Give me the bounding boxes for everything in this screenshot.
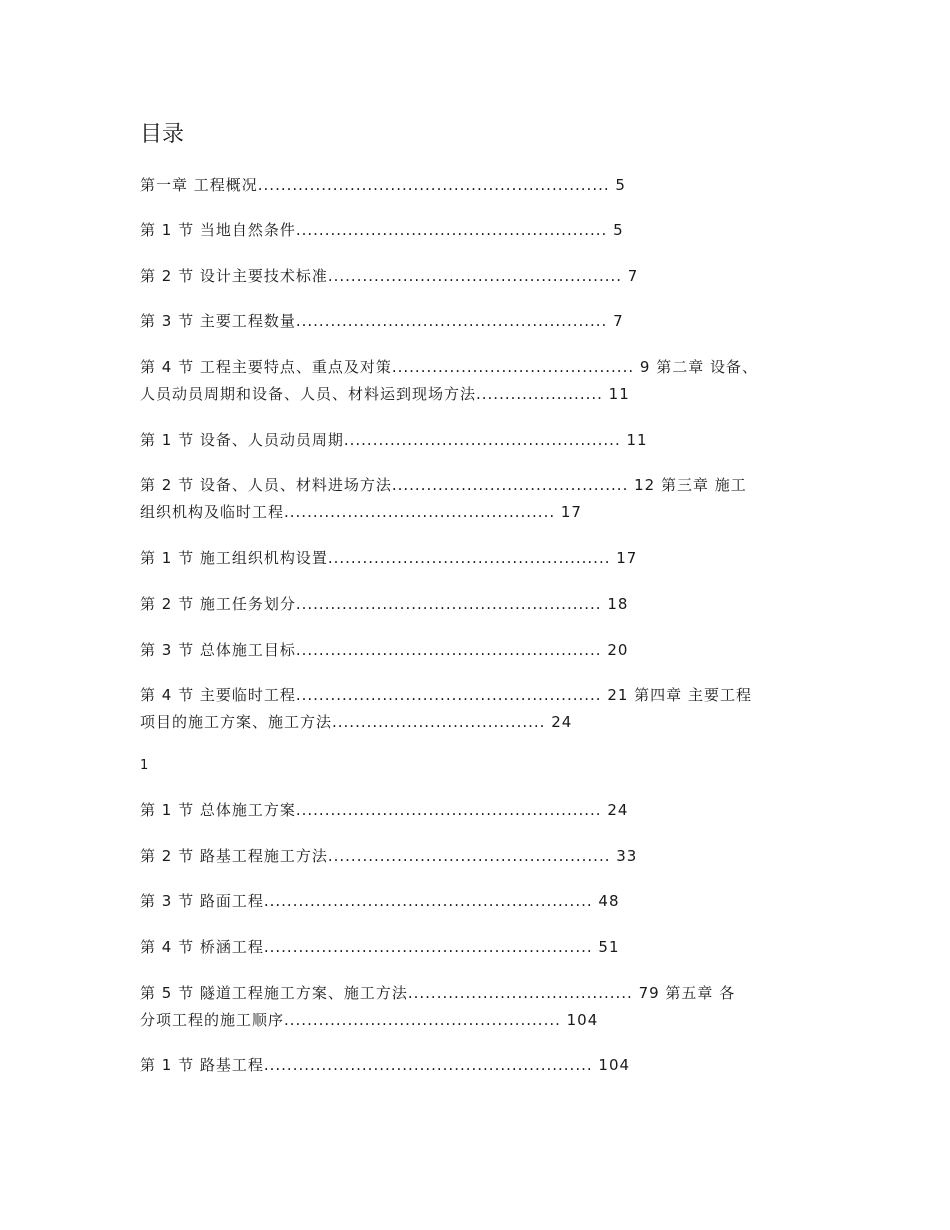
toc-line: 第 4 节 主要临时工程..................................................... 21 第四章 主要工程	[140, 686, 752, 704]
toc-entry	[140, 172, 626, 199]
toc-line: 第 3 节 主要工程数量...................................................... 7	[140, 312, 624, 330]
toc-entry	[140, 591, 628, 618]
toc-entry	[140, 427, 648, 454]
toc-entry	[140, 843, 637, 870]
page-number: 1	[140, 758, 149, 773]
toc-line: 第 1 节 施工组织机构设置................................................. 17	[140, 549, 638, 567]
toc-line: 组织机构及临时工程............................................... 17	[140, 503, 582, 521]
toc-line: 第 4 节 工程主要特点、重点及对策.......................................... 9 第二章 设备、	[140, 358, 758, 376]
toc-line: 分项工程的施工顺序................................................ 104	[140, 1011, 599, 1029]
toc-title: 目录	[140, 122, 185, 147]
toc-line: 第 1 节 当地自然条件...................................................... 5	[140, 221, 624, 239]
toc-entry	[140, 637, 628, 664]
toc-line: 第 1 节 设备、人员动员周期................................................ 11	[140, 431, 648, 449]
toc-line: 第 2 节 设计主要技术标准................................................... 7	[140, 267, 639, 285]
toc-entry	[140, 980, 735, 1034]
toc-line: 第 5 节 隧道工程施工方案、施工方法....................................... 79 第五章 各	[140, 984, 736, 1002]
toc-entry	[140, 217, 624, 244]
toc-entry	[140, 934, 619, 961]
toc-entry	[140, 354, 758, 408]
toc-line: 项目的施工方案、施工方法..................................... 24	[140, 713, 573, 731]
toc-entry	[140, 263, 638, 290]
toc-entry	[140, 888, 619, 915]
toc-line: 第一章 工程概况............................................................. 5	[140, 176, 626, 194]
toc-line: 第 1 节 总体施工方案..................................................... 24	[140, 801, 629, 819]
toc-entry	[140, 472, 747, 526]
toc-entry	[140, 682, 752, 736]
toc-line: 第 1 节 路基工程......................................................... 104	[140, 1056, 631, 1074]
toc-entry	[140, 308, 624, 335]
toc-line: 第 2 节 施工任务划分..................................................... 18	[140, 595, 629, 613]
toc-entry	[140, 1052, 630, 1079]
toc-line: 第 4 节 桥涵工程......................................................... 51	[140, 938, 620, 956]
toc-line: 第 3 节 路面工程......................................................... 48	[140, 892, 620, 910]
toc-line: 第 3 节 总体施工目标..................................................... 20	[140, 641, 629, 659]
toc-line: 第 2 节 路基工程施工方法................................................. 33	[140, 847, 638, 865]
toc-entry	[140, 797, 628, 824]
toc-line: 第 2 节 设备、人员、材料进场方法......................................... 12 第三章 施工	[140, 476, 747, 494]
toc-entry	[140, 545, 637, 572]
toc-line: 人员动员周期和设备、人员、材料运到现场方法...................... 11	[140, 385, 630, 403]
